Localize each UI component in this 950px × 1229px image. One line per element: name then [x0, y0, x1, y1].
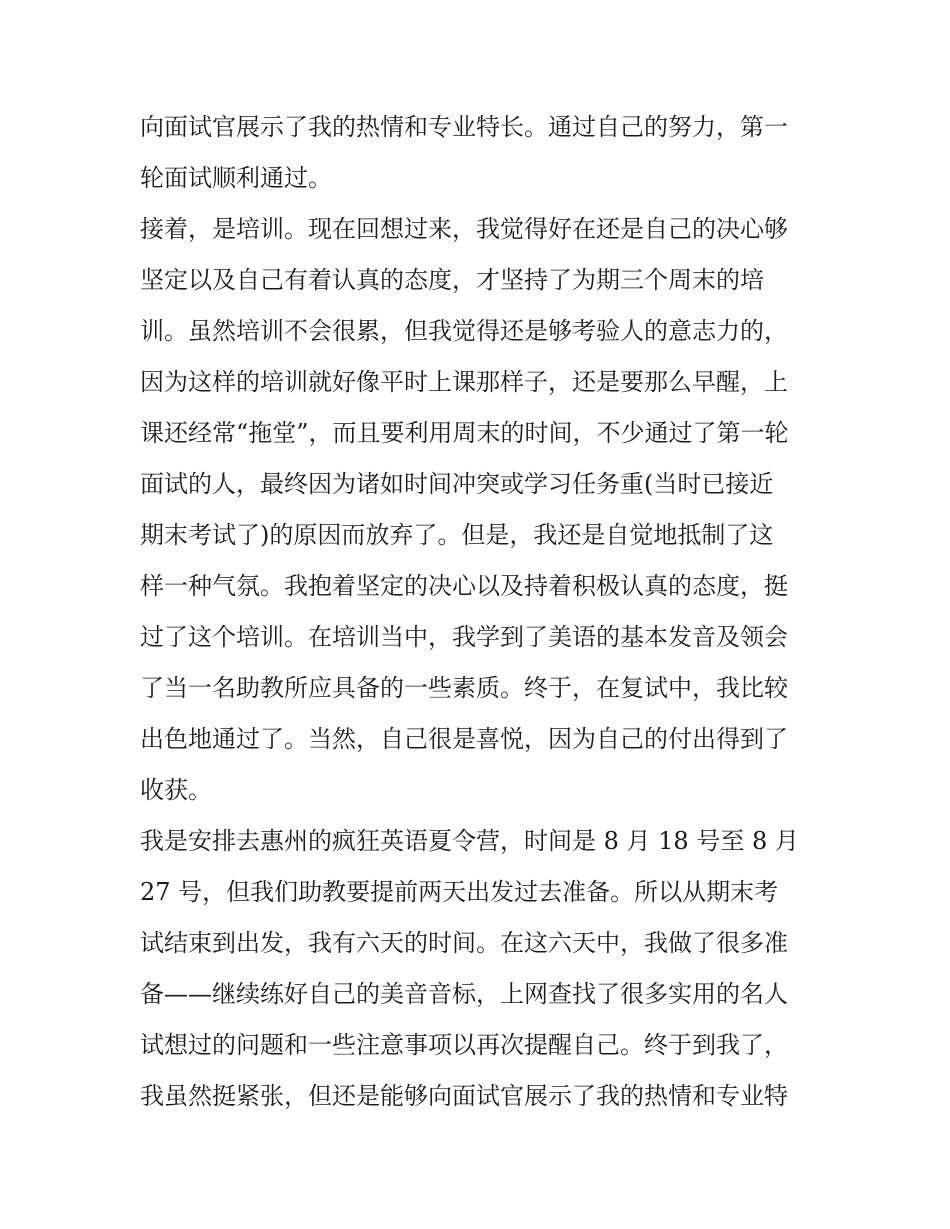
text-line: 了当一名助教所应具备的一些素质。终于，在复试中，我比较 — [140, 674, 788, 702]
text-line: 试想过的问题和一些注意事项以再次提醒自己。终于到我了， — [140, 1031, 788, 1059]
text-line: 27 号，但我们助教要提前两天出发过去准备。所以从期末考 — [140, 878, 779, 906]
text-line: 训。虽然培训不会很累，但我觉得还是够考验人的意志力的， — [140, 317, 788, 345]
text-line: 课还经常“拖堂”，而且要利用周末的时间，不少通过了第一轮 — [140, 419, 789, 447]
text-line: 期末考试了)的原因而放弃了。但是，我还是自觉地抵制了这 — [140, 521, 774, 549]
text-line: 样一种气氛。我抱着坚定的决心以及持着积极认真的态度，挺 — [140, 572, 788, 600]
text-line: 我是安排去惠州的疯狂英语夏令营，时间是 8 月 18 号至 8 月 — [140, 827, 799, 855]
text-line: 坚定以及自己有着认真的态度，才坚持了为期三个周末的培 — [140, 266, 764, 294]
text-line: 试结束到出发，我有六天的时间。在这六天中，我做了很多准 — [140, 929, 788, 957]
text-line: 备——继续练好自己的美音音标，上网查找了很多实用的名人 — [140, 980, 788, 1008]
document-body — [140, 102, 840, 1122]
text-line: 接着，是培训。现在回想过来，我觉得好在还是自己的决心够 — [140, 215, 788, 243]
text-line: 向面试官展示了我的热情和专业特长。通过自己的努力，第一 — [140, 113, 788, 141]
text-line: 因为这样的培训就好像平时上课那样子，还是要那么早醒，上 — [140, 368, 788, 396]
text-line: 出色地通过了。当然，自己很是喜悦，因为自己的付出得到了 — [140, 725, 788, 753]
text-line: 面试的人，最终因为诸如时间冲突或学习任务重(当时已接近 — [140, 470, 774, 498]
text-line: 收获。 — [140, 776, 212, 804]
text-line: 过了这个培训。在培训当中，我学到了美语的基本发音及领会 — [140, 623, 788, 651]
text-line: 轮面试顺利通过。 — [140, 164, 332, 192]
text-line: 我虽然挺紧张，但还是能够向面试官展示了我的热情和专业特 — [140, 1082, 788, 1110]
